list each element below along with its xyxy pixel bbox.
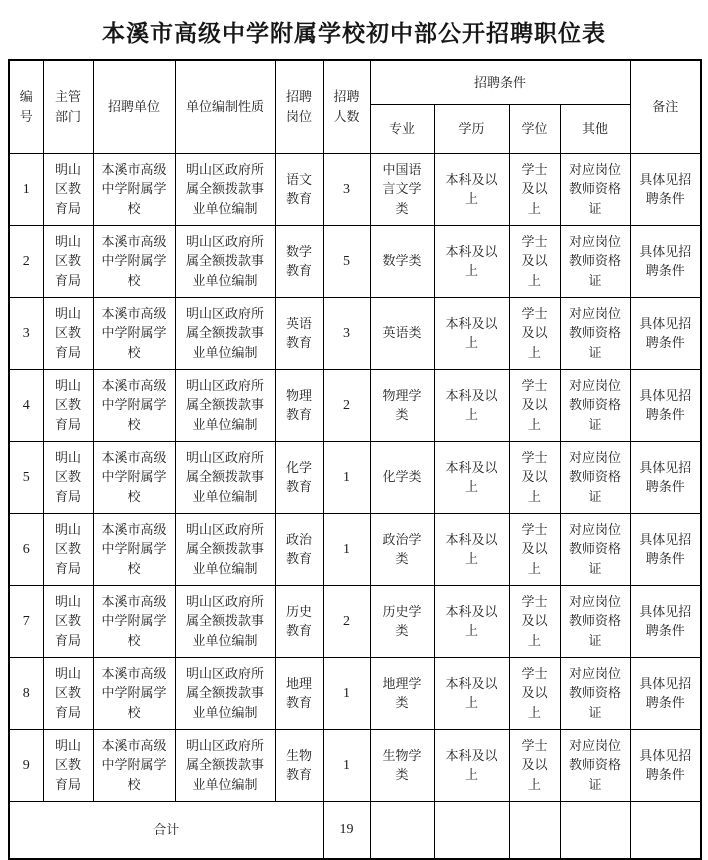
table-row (9, 657, 701, 729)
cell-post: 英语教育 (275, 297, 323, 369)
cell-major: 数学类 (370, 225, 434, 297)
cell-dept: 明山区教育局 (43, 225, 93, 297)
table-row (9, 441, 701, 513)
cell-education: 本科及以上 (434, 729, 509, 801)
cell-other: 对应岗位教师资格证 (560, 225, 630, 297)
cell-nature: 明山区政府所属全额拨款事业单位编制 (175, 369, 275, 441)
cell-id: 8 (9, 657, 43, 729)
cell-count: 2 (323, 369, 370, 441)
cell-count: 1 (323, 657, 370, 729)
cell-post: 政治教育 (275, 513, 323, 585)
cell-id: 3 (9, 297, 43, 369)
cell-major: 地理学类 (370, 657, 434, 729)
cell-remark: 具体见招聘条件 (630, 585, 701, 657)
cell-other: 对应岗位教师资格证 (560, 297, 630, 369)
cell-id: 5 (9, 441, 43, 513)
cell-nature: 明山区政府所属全额拨款事业单位编制 (175, 153, 275, 225)
empty-cell-remark (630, 801, 701, 859)
col-header-education: 学历 (434, 104, 509, 153)
table-header (9, 60, 701, 153)
cell-nature: 明山区政府所属全额拨款事业单位编制 (175, 657, 275, 729)
table-row (9, 225, 701, 297)
cell-id: 6 (9, 513, 43, 585)
cell-unit: 本溪市高级中学附属学校 (93, 297, 175, 369)
cell-id: 4 (9, 369, 43, 441)
cell-education: 本科及以上 (434, 153, 509, 225)
cell-unit: 本溪市高级中学附属学校 (93, 657, 175, 729)
cell-nature: 明山区政府所属全额拨款事业单位编制 (175, 729, 275, 801)
page-title: 本溪市高级中学附属学校初中部公开招聘职位表 (102, 21, 606, 46)
cell-education: 本科及以上 (434, 225, 509, 297)
col-header-major: 专业 (370, 104, 434, 153)
cell-education: 本科及以上 (434, 513, 509, 585)
table-body (9, 153, 701, 801)
cell-remark: 具体见招聘条件 (630, 297, 701, 369)
cell-nature: 明山区政府所属全额拨款事业单位编制 (175, 225, 275, 297)
cell-id: 2 (9, 225, 43, 297)
cell-other: 对应岗位教师资格证 (560, 585, 630, 657)
col-header-id: 编号 (9, 60, 43, 153)
cell-unit: 本溪市高级中学附属学校 (93, 729, 175, 801)
cell-post: 数学教育 (275, 225, 323, 297)
cell-nature: 明山区政府所属全额拨款事业单位编制 (175, 297, 275, 369)
cell-count: 3 (323, 297, 370, 369)
recruitment-table (8, 59, 702, 860)
table-row (9, 153, 701, 225)
cell-unit: 本溪市高级中学附属学校 (93, 513, 175, 585)
cell-major: 政治学类 (370, 513, 434, 585)
cell-unit: 本溪市高级中学附属学校 (93, 153, 175, 225)
cell-education: 本科及以上 (434, 657, 509, 729)
cell-count: 1 (323, 729, 370, 801)
cell-education: 本科及以上 (434, 585, 509, 657)
cell-degree: 学士及以上 (509, 153, 560, 225)
table-row (9, 297, 701, 369)
cell-other: 对应岗位教师资格证 (560, 657, 630, 729)
cell-unit: 本溪市高级中学附属学校 (93, 441, 175, 513)
cell-dept: 明山区教育局 (43, 297, 93, 369)
cell-count: 5 (323, 225, 370, 297)
table-footer (9, 801, 701, 859)
col-header-remark: 备注 (630, 60, 701, 153)
cell-remark: 具体见招聘条件 (630, 369, 701, 441)
total-row (9, 801, 701, 859)
cell-remark: 具体见招聘条件 (630, 657, 701, 729)
cell-dept: 明山区教育局 (43, 585, 93, 657)
cell-unit: 本溪市高级中学附属学校 (93, 585, 175, 657)
col-header-count: 招聘人数 (323, 60, 370, 153)
cell-post: 历史教育 (275, 585, 323, 657)
cell-major: 中国语言文学类 (370, 153, 434, 225)
empty-cell-education (434, 801, 509, 859)
cell-major: 英语类 (370, 297, 434, 369)
cell-degree: 学士及以上 (509, 585, 560, 657)
cell-education: 本科及以上 (434, 441, 509, 513)
cell-post: 语文教育 (275, 153, 323, 225)
col-header-conditions: 招聘条件 (370, 60, 630, 104)
cell-nature: 明山区政府所属全额拨款事业单位编制 (175, 441, 275, 513)
table-row (9, 369, 701, 441)
cell-unit: 本溪市高级中学附属学校 (93, 225, 175, 297)
cell-degree: 学士及以上 (509, 225, 560, 297)
cell-degree: 学士及以上 (509, 297, 560, 369)
cell-post: 物理教育 (275, 369, 323, 441)
cell-other: 对应岗位教师资格证 (560, 441, 630, 513)
cell-id: 7 (9, 585, 43, 657)
col-header-dept: 主管部门 (43, 60, 93, 153)
cell-degree: 学士及以上 (509, 369, 560, 441)
cell-major: 物理学类 (370, 369, 434, 441)
cell-other: 对应岗位教师资格证 (560, 513, 630, 585)
col-header-unit: 招聘单位 (93, 60, 175, 153)
table-row (9, 585, 701, 657)
cell-remark: 具体见招聘条件 (630, 441, 701, 513)
total-count: 19 (323, 801, 370, 859)
col-header-other: 其他 (560, 104, 630, 153)
cell-id: 9 (9, 729, 43, 801)
cell-count: 1 (323, 513, 370, 585)
cell-count: 3 (323, 153, 370, 225)
cell-other: 对应岗位教师资格证 (560, 369, 630, 441)
cell-post: 化学教育 (275, 441, 323, 513)
cell-post: 地理教育 (275, 657, 323, 729)
cell-dept: 明山区教育局 (43, 369, 93, 441)
cell-degree: 学士及以上 (509, 729, 560, 801)
cell-count: 2 (323, 585, 370, 657)
cell-remark: 具体见招聘条件 (630, 513, 701, 585)
col-header-post: 招聘岗位 (275, 60, 323, 153)
empty-cell-major (370, 801, 434, 859)
table-row (9, 513, 701, 585)
cell-other: 对应岗位教师资格证 (560, 729, 630, 801)
cell-remark: 具体见招聘条件 (630, 153, 701, 225)
cell-major: 历史学类 (370, 585, 434, 657)
col-header-degree: 学位 (509, 104, 560, 153)
cell-dept: 明山区教育局 (43, 153, 93, 225)
cell-education: 本科及以上 (434, 297, 509, 369)
empty-cell-degree (509, 801, 560, 859)
cell-dept: 明山区教育局 (43, 729, 93, 801)
cell-id: 1 (9, 153, 43, 225)
cell-count: 1 (323, 441, 370, 513)
cell-nature: 明山区政府所属全额拨款事业单位编制 (175, 585, 275, 657)
cell-dept: 明山区教育局 (43, 513, 93, 585)
cell-dept: 明山区教育局 (43, 657, 93, 729)
cell-remark: 具体见招聘条件 (630, 729, 701, 801)
cell-major: 化学类 (370, 441, 434, 513)
empty-cell-other (560, 801, 630, 859)
cell-major: 生物学类 (370, 729, 434, 801)
cell-remark: 具体见招聘条件 (630, 225, 701, 297)
cell-education: 本科及以上 (434, 369, 509, 441)
cell-degree: 学士及以上 (509, 657, 560, 729)
cell-nature: 明山区政府所属全额拨款事业单位编制 (175, 513, 275, 585)
cell-degree: 学士及以上 (509, 513, 560, 585)
col-header-nature: 单位编制性质 (175, 60, 275, 153)
cell-dept: 明山区教育局 (43, 441, 93, 513)
cell-degree: 学士及以上 (509, 441, 560, 513)
cell-unit: 本溪市高级中学附属学校 (93, 369, 175, 441)
total-label: 合计 (9, 801, 323, 859)
table-row (9, 729, 701, 801)
cell-post: 生物教育 (275, 729, 323, 801)
cell-other: 对应岗位教师资格证 (560, 153, 630, 225)
